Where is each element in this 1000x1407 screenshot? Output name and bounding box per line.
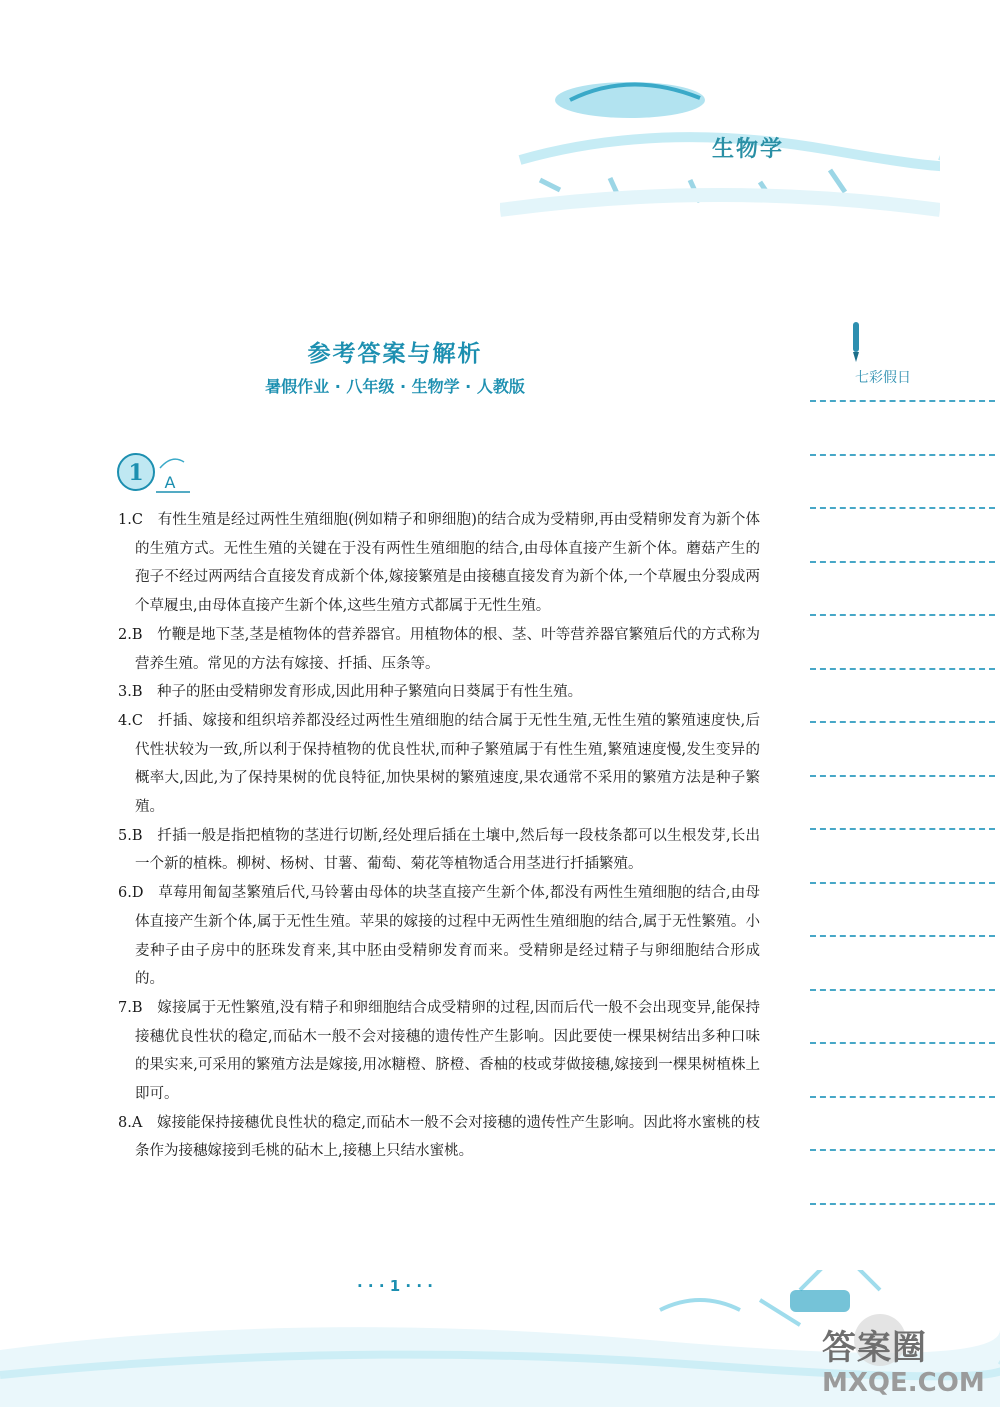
note-line (810, 1149, 995, 1152)
note-line (810, 989, 995, 992)
watermark-url: MXQE.COM (822, 1368, 985, 1398)
note-line (810, 935, 995, 938)
note-line (810, 882, 995, 885)
note-line (810, 614, 995, 617)
note-line (810, 721, 995, 724)
answer-item-7: 7.B 嫁接属于无性繁殖,没有精子和卵细胞结合成受精卵的过程,因而后代一般不会出现变异,能保持接穗优良性状的稳定,而砧木一般不会对接穗的遗传性产生影响。因此要使一棵果树结出多种口味的果实来,可采用的繁殖方法是嫁接,用冰糖橙、脐橙、香柚的枝或芽做接穗,嫁接到一棵果树植株上即可。 (118, 999, 760, 1103)
brand-label: 七彩假日 (855, 370, 911, 386)
answer-item-2: 2.B 竹鞭是地下茎,茎是植物体的营养器官。用植物体的根、茎、叶等营养器官繁殖后代的方式称为营养生殖。常见的方法有嫁接、扦插、压条等。 (118, 626, 760, 672)
section-number: 1 (128, 460, 144, 486)
answer-item-5: 5.B 扦插一般是指把植物的茎进行切断,经处理后插在土壤中,然后每一段枝条都可以生根发芽,长出一个新的植株。柳树、杨树、甘薯、葡萄、菊花等植物适合用茎进行扦插繁殖。 (118, 827, 760, 873)
answer-item-4: 4.C 扦插、嫁接和组织培养都没经过两性生殖细胞的结合属于无性生殖,无性生殖的繁殖速度快,后代性状较为一致,所以利于保持植物的优良性状,而种子繁殖属于有性生殖,繁殖速度慢,发生变异的概率大,因此,为了保持果树的优良特征,加快果树的繁殖速度,果农通常不采用的繁殖方法是种子繁殖。 (118, 712, 760, 816)
answer-item-8: 8.A 嫁接能保持接穗优良性状的稳定,而砧木一般不会对接穗的遗传性产生影响。因此将水蜜桃的枝条作为接穗嫁接到毛桃的砧木上,接穗上只结水蜜桃。 (118, 1114, 760, 1160)
note-line (810, 828, 995, 831)
note-lines (810, 400, 1000, 1256)
page-number: · · · 1 · · · (357, 1277, 433, 1295)
answer-item-3: 3.B 种子的胚由受精卵发育形成,因此用种子繁殖向日葵属于有性生殖。 (118, 684, 583, 701)
answer-item-6: 6.D 草莓用匍匐茎繁殖后代,马铃薯由母体的块茎直接产生新个体,都没有两性生殖细胞的结合,由母体直接产生新个体,属于无性生殖。苹果的嫁接的过程中无两性生殖细胞的结合,属于无性繁殖。小麦种子由子房中的胚珠发育来,其中胚由受精卵发育而来。受精卵是经过精子与卵细胞结合形成的。 (118, 885, 760, 988)
watermark-logo-text: 答案圈 (822, 1328, 927, 1368)
header-subject-label: 生物学 (712, 137, 785, 162)
answer-list (118, 506, 760, 1166)
section-letter: A (164, 473, 176, 492)
page-subtitle: 暑假作业 · 八年级 · 生物学 · 人教版 (265, 377, 525, 396)
pen-icon (848, 322, 864, 364)
note-line (810, 507, 995, 510)
answer-item-1: 1.C 有性生殖是经过两性生殖细胞(例如精子和卵细胞)的结合成为受精卵,再由受精卵发育为新个体的生殖方式。无性生殖的关键在于没有两性生殖细胞的结合,由母体直接产生新个体。蘑菇产生的孢子不经过两两结合直接发育成新个体,嫁接繁殖是由接穗直接发育为新个体,一个草履虫分裂成两个草履虫,由母体直接产生新个体,这些生殖方式都属于无性生殖。 (118, 512, 760, 615)
note-line (810, 668, 995, 671)
note-line (810, 775, 995, 778)
note-line (810, 1096, 995, 1099)
note-line (810, 1203, 995, 1206)
page-title: 参考答案与解析 (307, 340, 483, 367)
note-line (810, 454, 995, 457)
note-line (810, 1042, 995, 1045)
section-badge (112, 450, 192, 498)
note-line (810, 400, 995, 403)
note-line (810, 561, 995, 564)
